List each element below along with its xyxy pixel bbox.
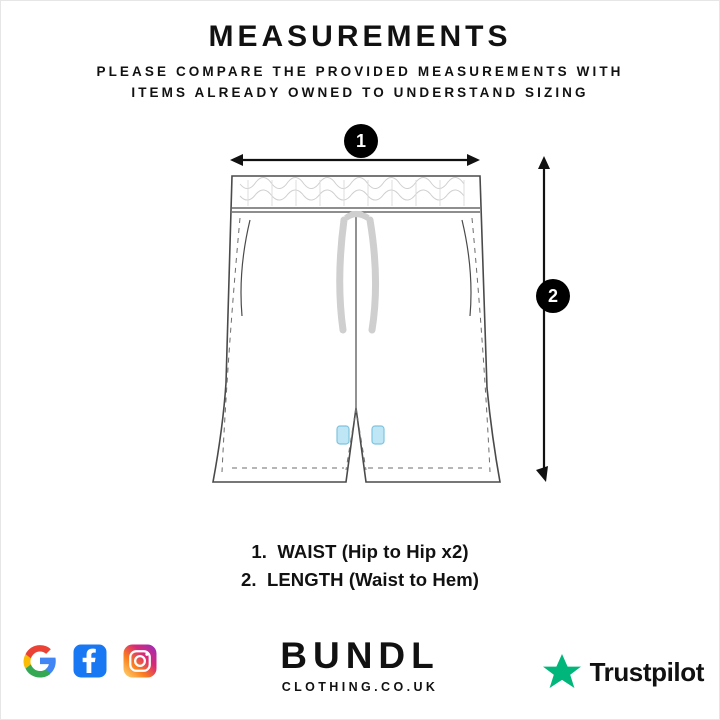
trustpilot-star-icon <box>542 653 582 691</box>
page-subtitle-line-1: PLEASE COMPARE THE PROVIDED MEASUREMENTS WITH <box>96 64 624 79</box>
legend-item-waist <box>0 538 720 566</box>
brand-website: CLOTHING.CO.UK <box>281 680 439 694</box>
page-subtitle-line-2: ITEMS ALREADY OWNED TO UNDERSTAND SIZING <box>131 84 589 100</box>
legend-item-length-number: 2. <box>240 569 257 591</box>
footer <box>0 615 720 720</box>
page-title: MEASUREMENTS <box>208 20 512 53</box>
legend-item-waist-label: WAIST (Hip to Hip x2) <box>277 541 469 562</box>
page-subtitle <box>0 62 720 104</box>
waist-arrow-head-left <box>230 154 243 166</box>
legend-item-length-label: LENGTH (Waist to Hem) <box>266 569 480 591</box>
legend-item-length <box>0 566 720 594</box>
measurement-badge-2: 2 <box>536 279 570 313</box>
measurement-legend <box>0 538 720 594</box>
trustpilot-label: Trustpilot <box>589 656 704 687</box>
length-arrow-head-top <box>538 156 550 169</box>
header <box>0 20 720 104</box>
drawstring-aglet-left <box>337 426 349 444</box>
shorts-technical-drawing <box>0 108 720 518</box>
trustpilot-badge[interactable] <box>542 653 704 691</box>
drawstring-aglet-right <box>372 426 384 444</box>
garment-diagram <box>0 108 720 518</box>
waist-arrow-head-right <box>467 154 480 166</box>
measurement-badge-1: 1 <box>344 124 378 158</box>
legend-item-waist-number: 1. <box>251 541 268 562</box>
brand-name: BUNDL <box>280 635 440 676</box>
length-arrow-head-bottom <box>536 466 548 482</box>
